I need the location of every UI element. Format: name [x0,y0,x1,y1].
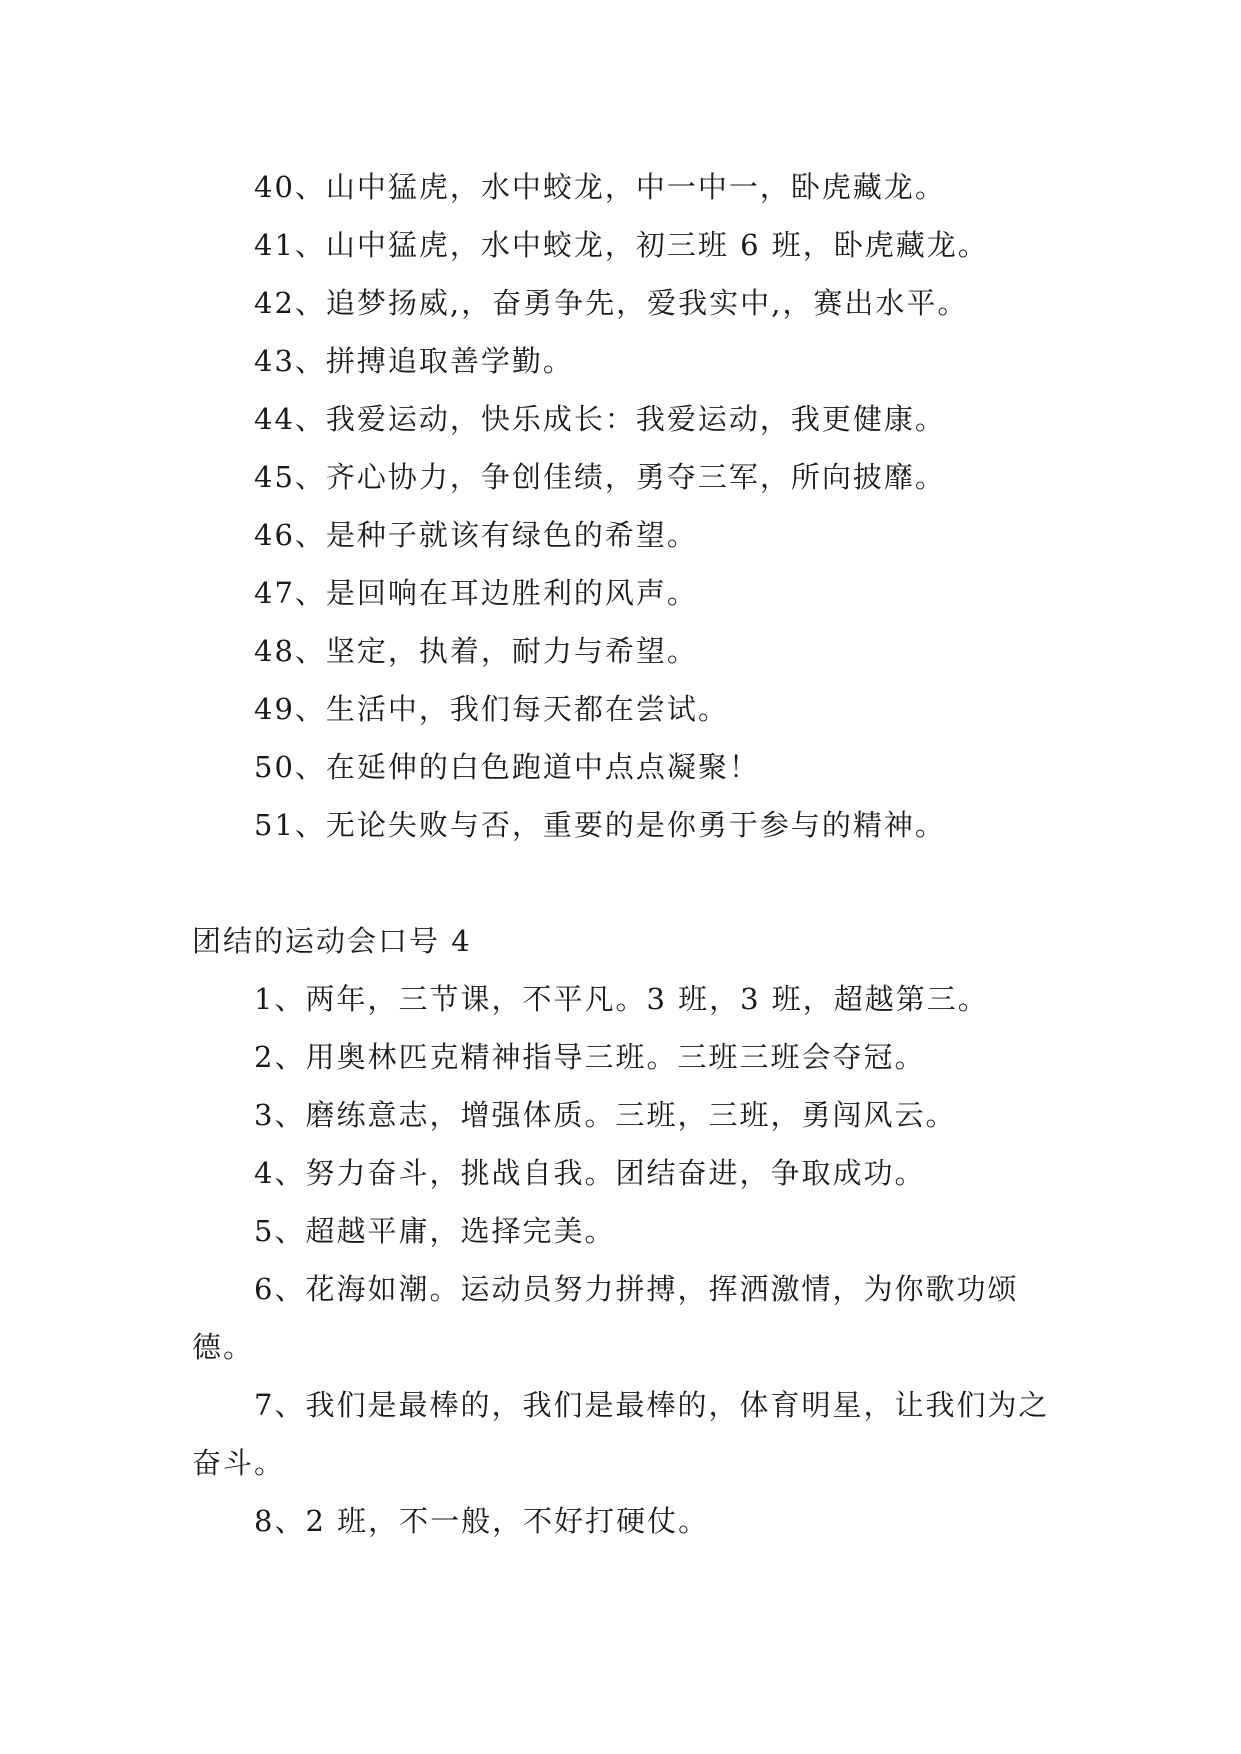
list-item: 45、齐心协力，争创佳绩，勇夺三军，所向披靡。 [254,460,946,494]
list-item: 4、努力奋斗，挑战自我。团结奋进，争取成功。 [254,1156,926,1190]
list-item: 49、生活中，我们每天都在尝试。 [254,692,729,726]
list-item: 7、我们是最棒的，我们是最棒的，体育明星，让我们为之奋斗。 [192,1388,1050,1480]
list-item: 2、用奥林匹克精神指导三班。三班三班会夺冠。 [254,1040,926,1074]
list-item: 51、无论失败与否，重要的是你勇于参与的精神。 [254,808,946,842]
slogan-section-4 [192,912,1052,1550]
list-item: 8、2 班，不一般，不好打硬仗。 [254,1504,710,1538]
list-item: 5、超越平庸，选择完美。 [254,1214,616,1248]
list-item: 50、在延伸的白色跑道中点点凝聚！ [254,750,760,784]
list-item: 6、花海如潮。运动员努力拼搏，挥洒激情，为你歌功颂德。 [192,1272,1019,1364]
list-item: 3、磨练意志，增强体质。三班，三班，勇闯风云。 [254,1098,957,1132]
list-item: 48、坚定，执着，耐力与希望。 [254,634,698,668]
list-item: 41、山中猛虎，水中蛟龙，初三班 6 班，卧虎藏龙。 [254,228,989,262]
slogan-list-continued [192,158,1052,854]
list-item: 40、山中猛虎，水中蛟龙，中一中一，卧虎藏龙。 [254,170,946,204]
list-item: 42、追梦扬威,，奋勇争先，爱我实中,，赛出水平。 [254,286,969,320]
section-heading: 团结的运动会口号 4 [192,924,472,958]
list-item: 44、我爱运动，快乐成长：我爱运动，我更健康。 [254,402,946,436]
list-item: 1、两年，三节课，不平凡。3 班，3 班，超越第三。 [254,982,989,1016]
list-item: 46、是种子就该有绿色的希望。 [254,518,698,552]
list-item: 47、是回响在耳边胜利的风声。 [254,576,698,610]
list-item: 43、拼搏追取善学勤。 [254,344,574,378]
